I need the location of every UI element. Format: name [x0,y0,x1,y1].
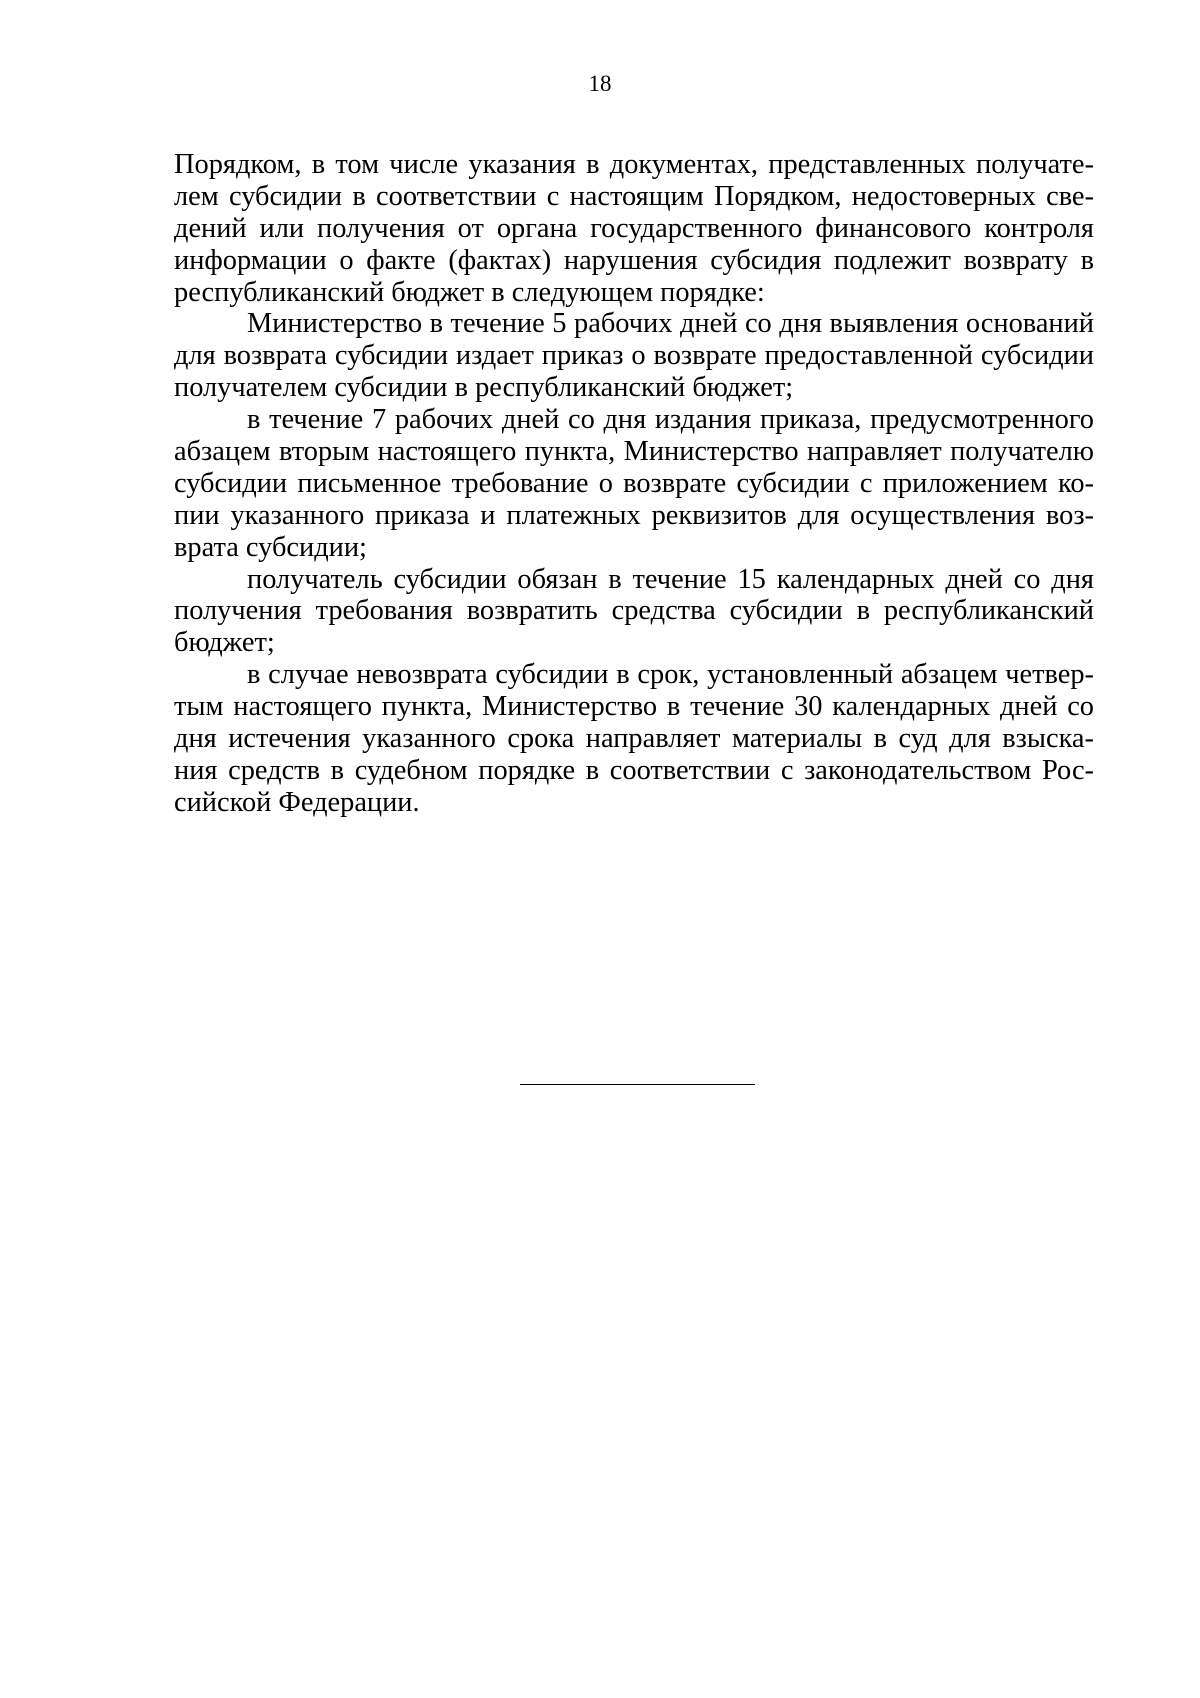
text-line: информации о факте (фактах) нарушения субсидия подлежит возврату в [174,244,1094,276]
text-line: дня истечения указанного срока направляет материалы в суд для взыска- [174,723,1094,755]
text-line: врата субсидии; [174,531,367,563]
text-line: бюджет; [174,627,275,659]
text-line: в случае невозврата субсидии в срок, установленный абзацем четвер- [247,659,1094,691]
text-line: получателем субсидии в республиканский бюджет; [174,372,794,404]
text-line: республиканский бюджет в следующем порядке: [174,276,765,308]
text-line: пии указанного приказа и платежных реквизитов для осуществления воз- [174,499,1094,531]
text-line: для возврата субсидии издает приказ о возврате предоставленной субсидии [174,340,1094,372]
text-line: в течение 7 рабочих дней со дня издания приказа, предусмотренного [247,404,1094,436]
text-line: абзацем вторым настоящего пункта, Министерство направляет получателю [174,436,1094,468]
text-line: получатель субсидии обязан в течение 15 календарных дней со дня [247,563,1094,595]
text-line: Министерство в течение 5 рабочих дней со дня выявления оснований [247,308,1094,340]
text-line: сийской Федерации. [174,786,420,818]
body-text [174,149,1094,819]
text-line: получения требования возвратить средства субсидии в республиканский [174,595,1094,627]
page-number: 18 [588,71,612,96]
text-line: лем субсидии в соответствии с настоящим Порядком, недостоверных све- [174,180,1094,212]
end-of-text-rule [520,1084,755,1085]
text-line: ния средств в судебном порядке в соответствии с законодательством Рос- [174,754,1094,786]
text-line: дений или получения от органа государственного финансового контроля [174,212,1094,244]
text-line: тым настоящего пункта, Министерство в течение 30 календарных дней со [174,691,1094,723]
text-line: Порядком, в том числе указания в документах, представленных получате- [174,149,1094,180]
text-line: субсидии письменное требование о возврате субсидии с приложением ко- [174,467,1094,499]
